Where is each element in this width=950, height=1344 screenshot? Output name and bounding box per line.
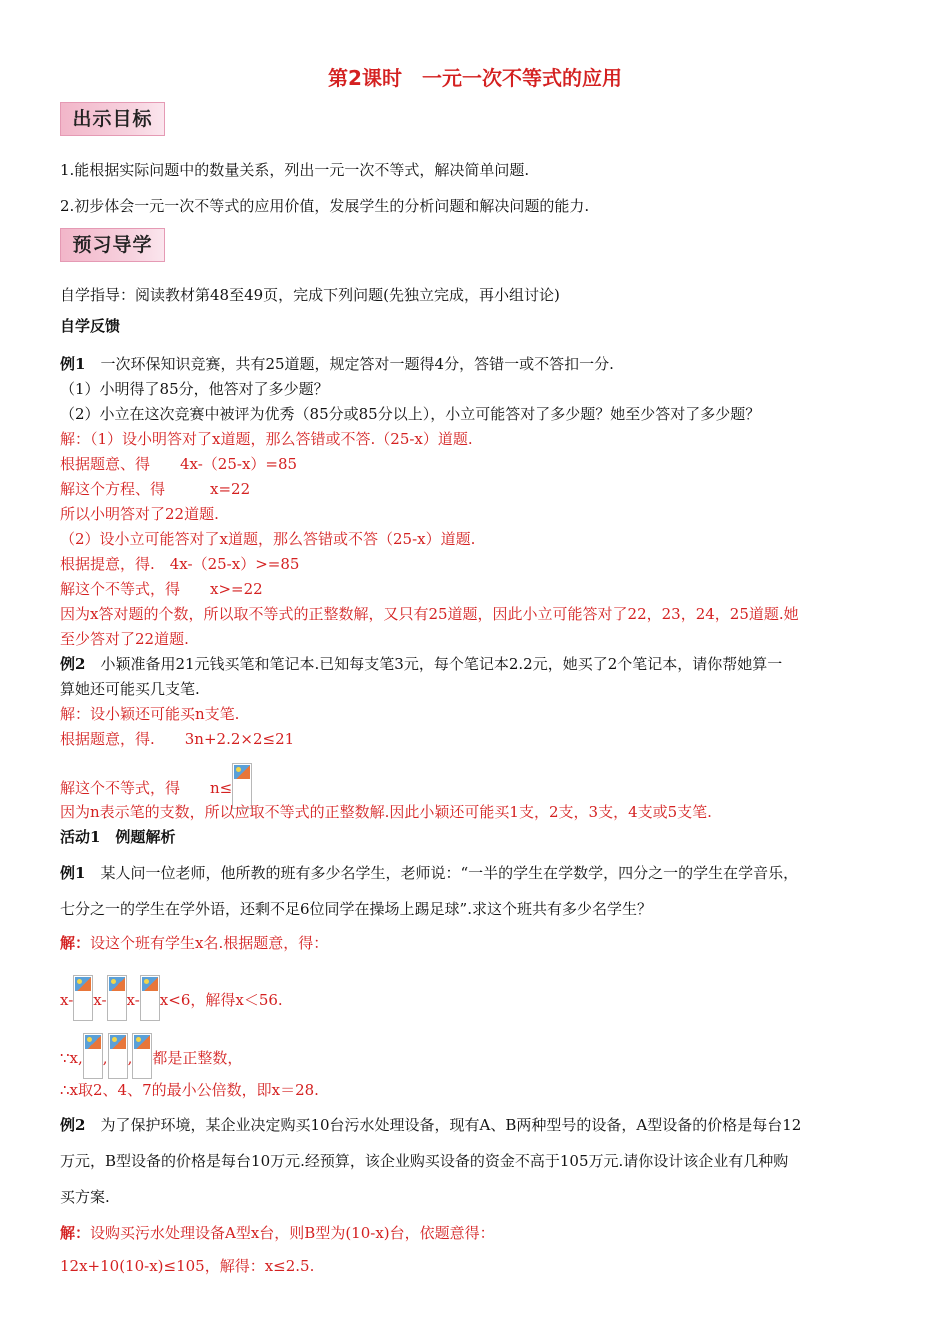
solution-line: 解这个方程、得 x=22 bbox=[60, 480, 251, 498]
missing-image-icon bbox=[83, 1033, 103, 1079]
example-label: 例1 bbox=[60, 355, 86, 373]
solution-line: （2）设小立可能答对了x道题，那么答错或不答（25-x）道题. bbox=[60, 530, 476, 548]
solution-formula bbox=[60, 1033, 242, 1079]
example-label: 例2 bbox=[60, 1116, 86, 1134]
example-1-part1: （1）小明得了85分，他答对了多少题？ bbox=[60, 380, 329, 398]
example-3-question-cont: 七分之一的学生在学外语，还剩不足6位同学在操场上踢足球”.求这个班共有多少名学生？ bbox=[60, 900, 652, 918]
solution-line: 所以小明答对了22道题. bbox=[60, 505, 219, 523]
example-4-question bbox=[60, 1115, 801, 1135]
solution-text: 设购买污水处理设备A型x台，则B型为(10-x)台，依题意得： bbox=[90, 1224, 495, 1242]
solution-line: 至少答对了22道题. bbox=[60, 630, 189, 648]
formula-part: x- bbox=[93, 991, 107, 1009]
formula-part: x- bbox=[126, 991, 140, 1009]
question-text: 一次环保知识竞赛，共有25道题，规定答对一题得4分，答错一或不答扣一分. bbox=[85, 355, 614, 373]
formula-part: x<6，解得x＜56. bbox=[159, 991, 283, 1009]
page-title: 第2课时 一元一次不等式的应用 bbox=[328, 66, 622, 90]
missing-image-icon bbox=[108, 1033, 128, 1079]
solution-line: 根据题意，得. 3n+2.2×2≤21 bbox=[60, 730, 295, 748]
goals-banner bbox=[60, 102, 165, 136]
solution-line: 解：设小颖还可能买n支笔. bbox=[60, 705, 240, 723]
solution-line: 解：（1）设小明答对了x道题，那么答错或不答.（25-x）道题. bbox=[60, 430, 473, 448]
solution-line: 因为x答对题的个数，所以取不等式的正整数解，又只有25道题，因此小立可能答对了22，23，24，25道题.她 bbox=[60, 605, 799, 623]
formula-part: x- bbox=[60, 991, 74, 1009]
solution-text: 设这个班有学生x名.根据题意，得： bbox=[90, 934, 329, 952]
goal-item: 2.初步体会一元一次不等式的应用价值，发展学生的分析问题和解决问题的能力. bbox=[60, 197, 590, 215]
example-2-question bbox=[60, 654, 782, 674]
solution-line bbox=[60, 933, 328, 953]
goals-banner-label: 出示目标 bbox=[72, 108, 153, 130]
preview-banner bbox=[60, 228, 165, 262]
activity-heading: 活动1 例题解析 bbox=[60, 828, 176, 846]
solution-line: ∴x取2、4、7的最小公倍数，即x＝28. bbox=[60, 1081, 319, 1099]
solution-line: 因为n表示笔的支数，所以应取不等式的正整数解.因此小颖还可能买1支，2支，3支，4支或5支笔. bbox=[60, 803, 712, 821]
example-3-question bbox=[60, 863, 798, 883]
formula-part: 都是正整数， bbox=[152, 1049, 243, 1067]
question-text: 小颖准备用21元钱买笔和笔记本.已知每支笔3元，每个笔记本2.2元，她买了2个笔记本，请你帮她算一 bbox=[85, 655, 783, 673]
example-label: 例1 bbox=[60, 864, 86, 882]
missing-image-icon bbox=[140, 975, 160, 1021]
solution-line: 根据提意，得. 4x-（25-x）>=85 bbox=[60, 555, 300, 573]
formula-part: ∵x, bbox=[60, 1049, 83, 1067]
missing-image-icon bbox=[73, 975, 93, 1021]
feedback-heading: 自学反馈 bbox=[60, 317, 121, 335]
missing-image-icon bbox=[132, 1033, 152, 1079]
solution-text: 解这个不等式，得 n≤ bbox=[60, 779, 233, 797]
solution-label: 解： bbox=[60, 1224, 91, 1242]
example-4-question-cont: 万元，B型设备的价格是每台10万元.经预算，该企业购买设备的资金不高于105万元.请你设计该企业有几种购 bbox=[60, 1152, 789, 1170]
solution-line: 根据题意、得 4x-（25-x）=85 bbox=[60, 455, 298, 473]
solution-line: 解这个不等式，得 x>=22 bbox=[60, 580, 263, 598]
example-1-part2: （2）小立在这次竞赛中被评为优秀（85分或85分以上），小立可能答对了多少题？她至少答对了多少题？ bbox=[60, 405, 761, 423]
solution-label: 解： bbox=[60, 934, 91, 952]
example-4-question-cont: 买方案. bbox=[60, 1188, 110, 1206]
question-text: 某人问一位老师，他所教的班有多少名学生，老师说：“一半的学生在学数学，四分之一的学生在学音乐， bbox=[85, 864, 799, 882]
example-2-question-cont: 算她还可能买几支笔. bbox=[60, 680, 200, 698]
formula-part: , bbox=[127, 1049, 133, 1067]
solution-line: 12x+10(10-x)≤105，解得：x≤2.5. bbox=[60, 1257, 315, 1275]
example-1-question bbox=[60, 354, 614, 374]
goal-item: 1.能根据实际问题中的数量关系，列出一元一次不等式，解决简单问题. bbox=[60, 161, 530, 179]
question-text: 为了保护环境，某企业决定购买10台污水处理设备，现有A、B两种型号的设备，A型设备的价格是每台12 bbox=[85, 1116, 802, 1134]
solution-line bbox=[60, 1223, 495, 1243]
formula-part: , bbox=[102, 1049, 108, 1067]
example-label: 例2 bbox=[60, 655, 86, 673]
self-study-guide: 自学指导：阅读教材第48至49页，完成下列问题(先独立完成，再小组讨论) bbox=[60, 286, 560, 304]
preview-banner-label: 预习导学 bbox=[72, 234, 153, 256]
solution-formula bbox=[60, 975, 283, 1021]
missing-image-icon bbox=[107, 975, 127, 1021]
